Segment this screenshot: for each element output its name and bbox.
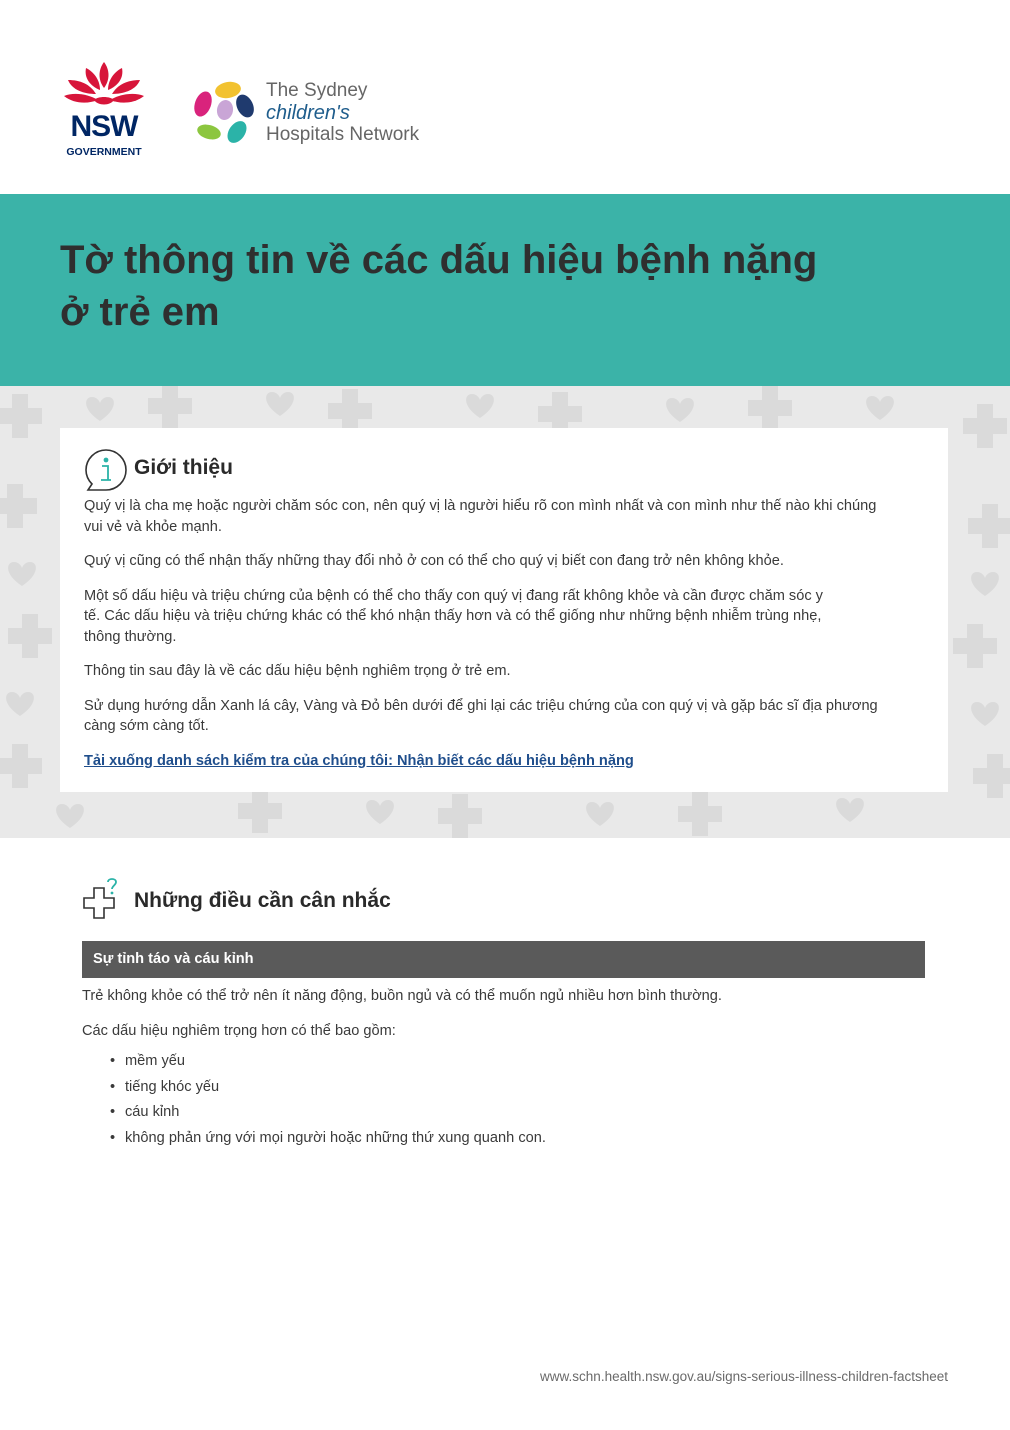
considerations-paragraph: Trẻ không khỏe có thể trở nên ít năng động, buồn ngủ và có thể muốn ngủ nhiều hơn bình thường. xyxy=(82,988,722,1004)
list-item: • tiếng khóc yếu xyxy=(110,1078,220,1095)
page-title xyxy=(60,234,880,338)
info-bubble-icon xyxy=(84,448,128,492)
signs-list xyxy=(82,1049,932,1151)
download-checklist-link[interactable]: Tải xuống danh sách kiểm tra của chúng tôi: Nhận biết các dấu hiệu bệnh nặng xyxy=(84,752,634,769)
intro-title: Giới thiệu xyxy=(134,456,233,479)
cross-question-icon xyxy=(82,876,124,920)
section-bar-label: Sự tỉnh táo và cáu kỉnh xyxy=(93,951,254,967)
page-title-line2: ở trẻ em xyxy=(60,290,220,334)
list-item: • mềm yếu xyxy=(110,1053,186,1069)
schn-line2: children's xyxy=(266,102,350,124)
intro-paragraph: Quý vị là cha mẹ hoặc người chăm sóc con, nên quý vị là người hiểu rõ con mình nhất và con mình như thế nào khi chúng vui vẻ và khỏe mạnh. xyxy=(84,498,877,535)
considerations-paragraph: Các dấu hiệu nghiêm trọng hơn có thể bao gồm: xyxy=(82,1022,396,1039)
page-title-line1: Tờ thông tin về các dấu hiệu bệnh nặng xyxy=(60,238,818,282)
nsw-wordmark: NSW xyxy=(70,110,138,143)
list-item: • cáu kỉnh xyxy=(110,1104,180,1120)
header-logos xyxy=(0,0,1010,194)
section-bar xyxy=(82,941,925,978)
intro-heading xyxy=(84,448,684,492)
schn-line1: The Sydney xyxy=(266,80,368,101)
footer-url: www.schn.health.nsw.gov.au/signs-serious-illness-children-factsheet xyxy=(540,1369,948,1384)
intro-body xyxy=(84,496,924,785)
schn-logo xyxy=(190,80,450,155)
schn-line3: Hospitals Network xyxy=(266,124,420,145)
nsw-government-logo xyxy=(56,60,152,160)
considerations-title: Những điều cần cân nhắc xyxy=(134,889,391,912)
intro-paragraph: Một số dấu hiệu và triệu chứng của bệnh có thể cho thấy con quý vị đang rất không khỏe và cần được chăm sóc y tế. Các dấu hiệu và triệu chứng khác có thể khó nhận thấy hơn và có thể giống như những bệnh nhiễm trùng nhẹ, thông thường. xyxy=(84,587,823,645)
considerations-heading xyxy=(82,876,932,926)
considerations-body xyxy=(82,986,932,1151)
schn-petals-icon xyxy=(190,80,260,150)
waratah-icon xyxy=(56,60,152,112)
intro-paragraph: Sử dụng hướng dẫn Xanh lá cây, Vàng và Đỏ bên dưới để ghi lại các triệu chứng của con quý vị và gặp bác sĩ địa phương càng sớm càng tốt. xyxy=(84,697,878,734)
list-item: • không phản ứng với mọi người hoặc những thứ xung quanh con. xyxy=(110,1129,546,1146)
intro-paragraph: Quý vị cũng có thể nhận thấy những thay đổi nhỏ ở con có thể cho quý vị biết con đang trở nên không khỏe. xyxy=(84,553,784,569)
intro-card xyxy=(60,428,948,792)
title-banner xyxy=(0,194,1010,386)
nsw-government-text: GOVERNMENT xyxy=(66,146,142,158)
intro-paragraph: Thông tin sau đây là về các dấu hiệu bệnh nghiêm trọng ở trẻ em. xyxy=(84,663,511,679)
